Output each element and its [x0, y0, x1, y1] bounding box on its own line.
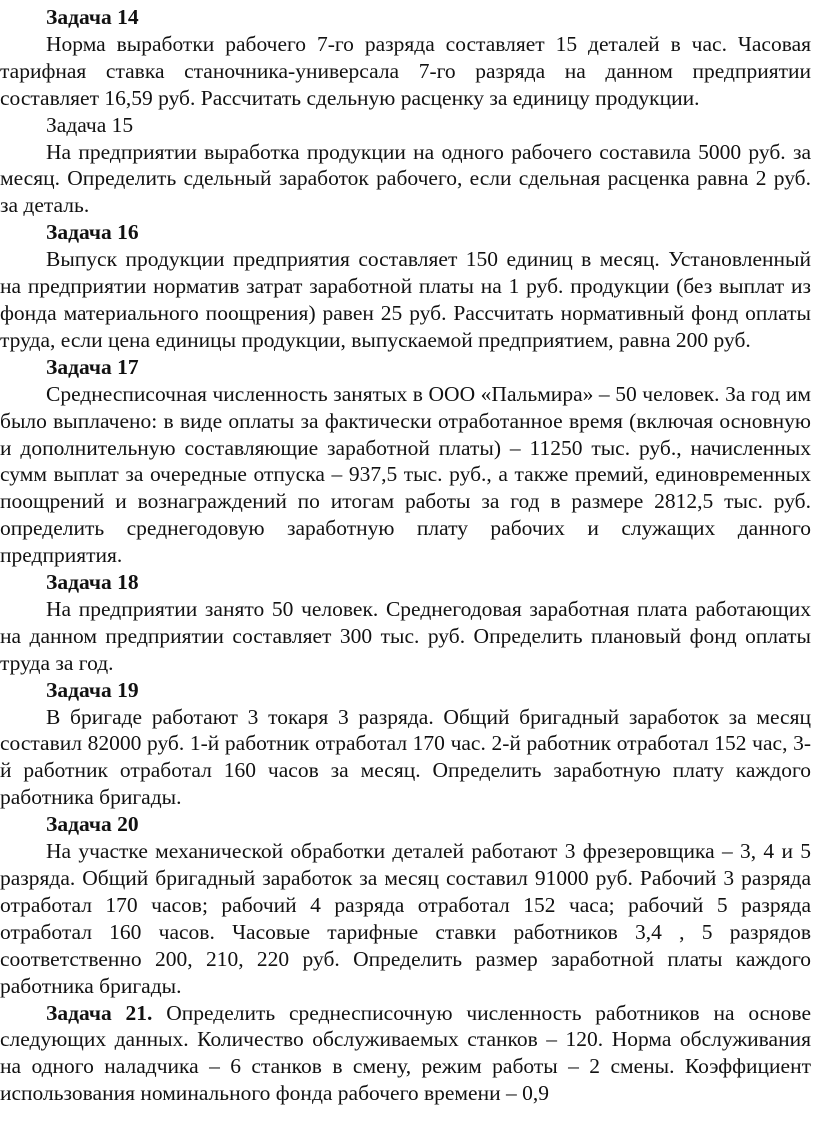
task-17 — [0, 354, 811, 569]
task-text-inline: Определить среднесписочную численность работников на основе следующих данных. Количество обслуживаемых станков – 120. Норма обслуживания на одного наладчика – 6 станков в смену, режим работы – 2 смены. Коэффициент использования номинального фонда рабочего времени – 0,9 — [0, 1000, 811, 1106]
task-text: Норма выработки рабочего 7-го разряда составляет 15 деталей в час. Часовая тарифная ставка станочника-универсала 7-го разряда на данном предприятии составляет 16,59 руб. Рассчитать сдельную расценку за единицу продукции. — [0, 31, 811, 110]
task-text: На предприятии выработка продукции на одного рабочего составила 5000 руб. за месяц. Определить сдельный заработок рабочего, если сдельная расценка равна 2 руб. за деталь. — [0, 139, 811, 218]
task-heading: Задача 19 — [46, 677, 139, 702]
task-heading: Задача 16 — [46, 220, 139, 245]
task-heading: Задача 14 — [46, 5, 139, 29]
task-20 — [0, 811, 811, 999]
task-text: Выпуск продукции предприятия составляет 150 единиц в месяц. Установленный на предприятии норматив затрат заработной платы на 1 руб. продукции (без выплат из фонда материального поощрения) равен 25 руб. Рассчитать нормативный фонд оплаты труда, если цена единицы продукции, выпускаемой предприятием, равна 200 руб. — [0, 247, 811, 352]
task-heading: Задача 20 — [46, 812, 139, 837]
task-text: На предприятии занято 50 человек. Среднегодовая заработная плата работающих на данном предприятии составляет 300 тыс. руб. Определить плановый фонд оплаты труда за год. — [0, 596, 811, 675]
task-14 — [0, 4, 811, 112]
task-heading: Задача 17 — [46, 354, 139, 379]
task-heading: Задача 15 — [46, 112, 134, 137]
task-text: В бригаде работают 3 токаря 3 разряда. Общий бригадный заработок за месяц составил 82000 руб. 1-й работник отработал 170 час. 2-й работник отработал 152 час, 3-й работник отработал 160 часов за месяц. Определить заработную плату каждого работника бригады. — [0, 704, 811, 810]
task-heading: Задача 18 — [46, 570, 139, 595]
task-15 — [0, 112, 811, 220]
task-text: На участке механической обработки деталей работают 3 фрезеровщика – 3, 4 и 5 разряда. Общий бригадный заработок за месяц составил 91000 руб. Рабочий 3 разряда отработал 170 часов; рабочий 4 разряда отработал 152 часа; рабочий 5 разряда отработал 160 часов. Часовые тарифные ставки работников 3,4 , 5 разрядов соответственно 200, 210, 220 руб. Определить размер заработной платы каждого работника бригады. — [0, 839, 811, 998]
task-heading-inline: Задача 21. — [46, 1000, 153, 1025]
task-21 — [0, 1000, 811, 1108]
task-text — [0, 1000, 811, 1108]
task-text: Среднесписочная численность занятых в ООО «Пальмира» – 50 человек. За год им было выплачено: в виде оплаты за фактически отработанное время (включая основную и дополнительную составляющие заработной платы) – 11250 тыс. руб., начисленных сумм выплат за очередные отпуска – 937,5 тыс. руб., а также премий, единовременных поощрений и вознаграждений по итогам работы за год в размере 2812,5 тыс. руб. определить среднегодовую заработную плату рабочих и служащих данного предприятия. — [0, 381, 811, 568]
task-19 — [0, 677, 811, 812]
task-18 — [0, 569, 811, 677]
task-16 — [0, 219, 811, 354]
